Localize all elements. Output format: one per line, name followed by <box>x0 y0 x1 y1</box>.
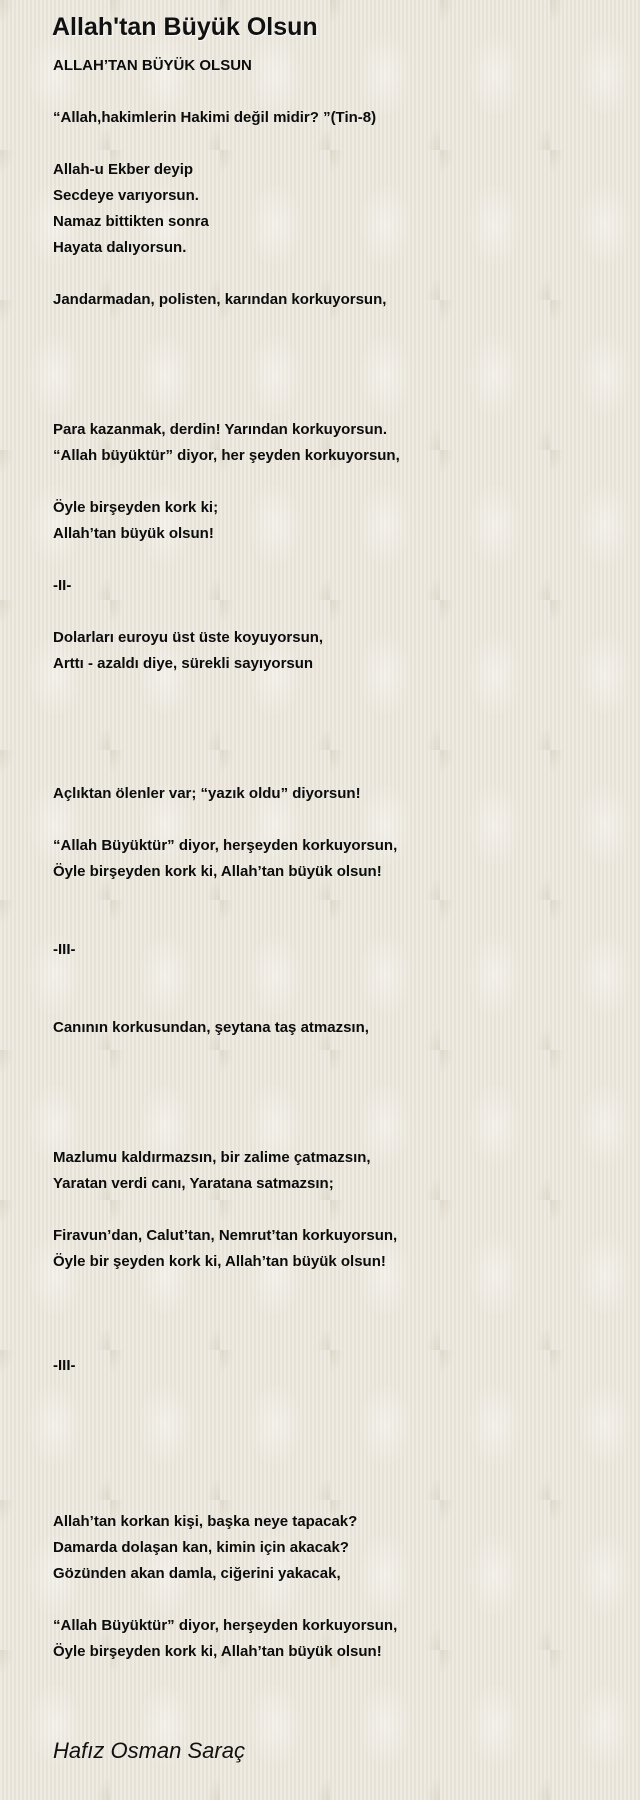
poem-line: “Allah,hakimlerin Hakimi değil midir? ”(Tin-8) <box>53 109 377 126</box>
poem-blank-line <box>53 1431 613 1457</box>
poem-blank-line <box>53 469 613 495</box>
poem-line: Mazlumu kaldırmazsın, bir zalime çatmazsın, <box>53 1149 371 1166</box>
poem-title: Allah'tan Büyük Olsun <box>52 13 318 41</box>
poem-line: “Allah Büyüktür” diyor, herşeyden korkuyorsun, <box>53 837 398 854</box>
poem-blank-line <box>53 729 613 755</box>
poem-blank-line <box>53 755 613 781</box>
poem-blank-line <box>53 365 613 391</box>
poem-line: ALLAH’TAN BÜYÜK OLSUN <box>53 57 252 74</box>
poem-blank-line <box>53 599 613 625</box>
poem-blank-line <box>53 989 613 1015</box>
poem-line: Allah’tan büyük olsun! <box>53 525 214 542</box>
poem-blank-line <box>53 677 613 703</box>
poem-line: Gözünden akan damla, ciğerini yakacak, <box>53 1565 341 1582</box>
poem-line: Jandarmadan, polisten, karından korkuyorsun, <box>53 291 387 308</box>
poem-line: Öyle bir şeyden kork ki, Allah’tan büyük olsun! <box>53 1253 386 1270</box>
poem-blank-line <box>53 885 613 911</box>
poem-line: Allah’tan korkan kişi, başka neye tapacak? <box>53 1513 358 1530</box>
poem-blank-line <box>53 1067 613 1093</box>
poem-blank-line <box>53 339 613 365</box>
poem-line: Namaz bittikten sonra <box>53 213 209 230</box>
poem-line: Damarda dolaşan kan, kimin için akacak? <box>53 1539 349 1556</box>
poem-blank-line <box>53 547 613 573</box>
poem-line: “Allah büyüktür” diyor, her şeyden korkuyorsun, <box>53 447 400 464</box>
poem-line: -III- <box>53 941 76 958</box>
poem-line: “Allah Büyüktür” diyor, herşeyden korkuyorsun, <box>53 1617 398 1634</box>
poem-blank-line <box>53 261 613 287</box>
poem-blank-line <box>53 131 613 157</box>
poem-body <box>53 53 613 1665</box>
poem-blank-line <box>53 313 613 339</box>
poem-blank-line <box>53 963 613 989</box>
poem-line: Firavun’dan, Calut’tan, Nemrut’tan korkuyorsun, <box>53 1227 398 1244</box>
poem-line: Secdeye varıyorsun. <box>53 187 199 204</box>
poem-blank-line <box>53 1275 613 1301</box>
poem-line: Açlıktan ölenler var; “yazık oldu” diyorsun! <box>53 785 361 802</box>
poem-blank-line <box>53 391 613 417</box>
poem-blank-line <box>53 1041 613 1067</box>
poem-line: Öyle birşeyden kork ki; <box>53 499 219 516</box>
poem-blank-line <box>53 1379 613 1405</box>
poem-line: Hayata dalıyorsun. <box>53 239 187 256</box>
poem-blank-line <box>53 807 613 833</box>
poem-blank-line <box>53 703 613 729</box>
poem-line: -II- <box>53 577 72 594</box>
poem-line: -III- <box>53 1357 76 1374</box>
poem-line: Yaratan verdi canı, Yaratana satmazsın; <box>53 1175 334 1192</box>
poem-blank-line <box>53 1405 613 1431</box>
poem-blank-line <box>53 1483 613 1509</box>
poem-blank-line <box>53 1119 613 1145</box>
poem-blank-line <box>53 79 613 105</box>
poem-blank-line <box>53 1457 613 1483</box>
poem-blank-line <box>53 1587 613 1613</box>
poem-line: Arttı - azaldı diye, sürekli sayıyorsun <box>53 655 314 672</box>
poem-line: Öyle birşeyden kork ki, Allah’tan büyük olsun! <box>53 863 382 880</box>
poem-author: Hafız Osman Saraç <box>53 1738 245 1763</box>
poem-blank-line <box>53 1197 613 1223</box>
poem-line: Para kazanmak, derdin! Yarından korkuyorsun. <box>53 421 388 438</box>
poem-blank-line <box>53 1093 613 1119</box>
poem-line: Öyle birşeyden kork ki, Allah’tan büyük olsun! <box>53 1643 382 1660</box>
poem-line: Canının korkusundan, şeytana taş atmazsın, <box>53 1019 369 1036</box>
poem-blank-line <box>53 1327 613 1353</box>
poem-line: Dolarları euroyu üst üste koyuyorsun, <box>53 629 324 646</box>
poem-blank-line <box>53 911 613 937</box>
poem-line: Allah-u Ekber deyip <box>53 161 194 178</box>
poem-blank-line <box>53 1301 613 1327</box>
